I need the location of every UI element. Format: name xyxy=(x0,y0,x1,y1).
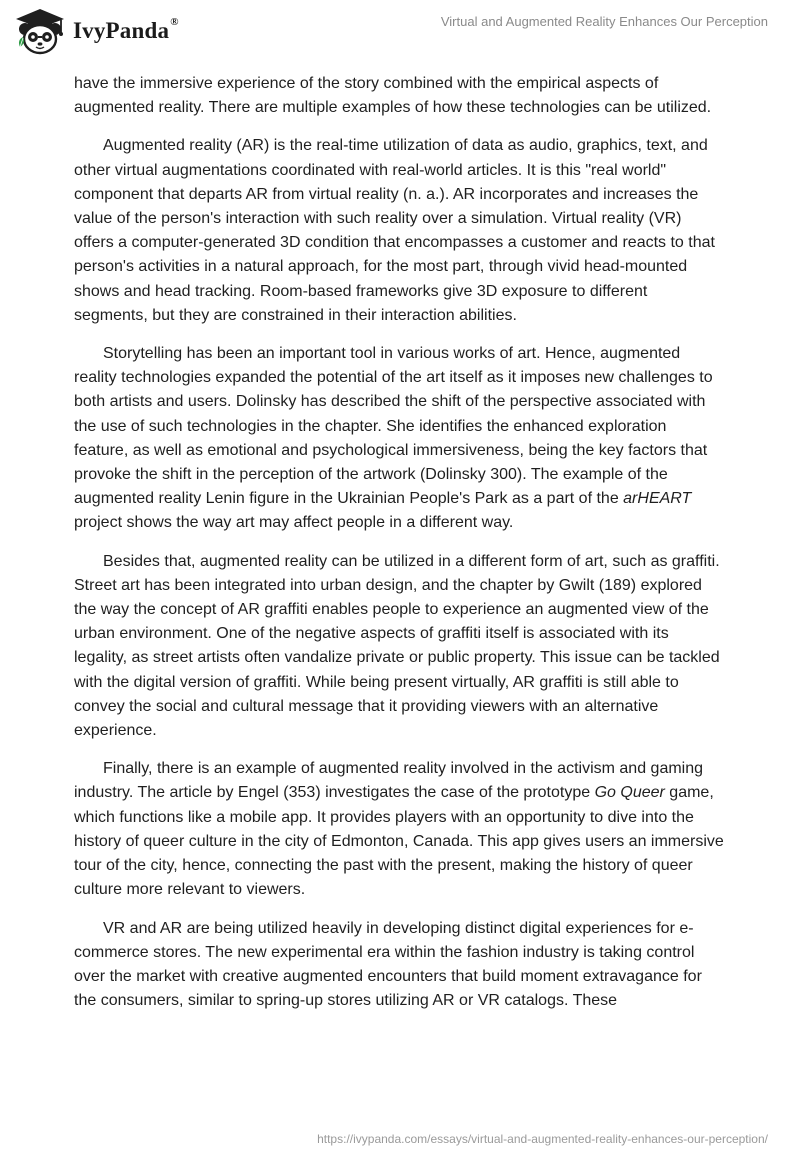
source-url-link[interactable]: https://ivypanda.com/essays/virtual-and-augmented-reality-enhances-our-perception/ xyxy=(317,1132,768,1146)
brand-logo[interactable] xyxy=(14,7,179,55)
brand-name: IvyPanda® xyxy=(73,16,179,43)
panda-graduate-icon xyxy=(14,7,66,55)
document-title: Virtual and Augmented Reality Enhances Our Perception xyxy=(440,14,768,29)
registered-mark: ® xyxy=(170,16,179,28)
paragraph-graffiti: Besides that, augmented reality can be utilized in a different form of art, such as graffiti. Street art has been integrated into urban design, and the chapter by Gwilt (189) explored the way the concept of AR graffiti enables people to experience an augmented view of the urban environment. One of the negative aspects of graffiti itself is associated with its legality, as street artists often vandalize private or public property. This issue can be tackled with the digital version of graffiti. While being present virtually, AR graffiti is still able to convey the social and cultural message that it providing viewers with an alternative experience. xyxy=(74,552,720,740)
page-header xyxy=(0,0,800,60)
paragraph-storytelling: Storytelling has been an important tool in various works of art. Hence, augmented reality technologies expanded the potential of the art itself as it imposes new challenges to both artists and users. Dolinsky has described the shift of the perspective associated with the use of such technologies in the chapter. She identifies the enhanced exploration feature, as well as emotional and psychological immersiveness, being the key factors that provoke the shift in the perception of the artwork (Dolinsky 300). The example of the augmented reality Lenin figure in the Ukrainian People's Park as a part of the arHEART project shows the way art may affect people in a different way. xyxy=(74,345,713,532)
essay-body xyxy=(74,72,724,1027)
paragraph-activism-gaming: Finally, there is an example of augmented reality involved in the activism and gaming industry. The article by Engel (353) investigates the case of the prototype Go Queer game, which functions like a mobile app. It provides players with an opportunity to dive into the history of queer culture in the city of Edmonton, Canada. This app gives users an immersive tour of the city, hence, connecting the past with the present, making the history of queer culture more relevant to viewers. xyxy=(74,760,724,899)
italic-project-name: arHEART xyxy=(623,490,692,508)
paragraph-ar-definition: Augmented reality (AR) is the real-time utilization of data as audio, graphics, text, and other virtual augmentations coordinated with real-world articles. It is this "real world" component that departs AR from virtual reality (n. a.). AR incorporates and increases the value of the person's interaction with such reality over a simulation. Virtual reality (VR) offers a computer-generated 3D condition that encompasses a customer and reacts to that person's activities in a natural approach, for the most part, through vivid head-mounted shows and head tracking. Room-based frameworks give 3D exposure to different segments, but they are constrained in their interaction abilities. xyxy=(74,137,715,324)
italic-game-name: Go Queer xyxy=(594,784,665,802)
paragraph-continuation: have the immersive experience of the story combined with the empirical aspects of augmented reality. There are multiple examples of how these technologies can be utilized. xyxy=(74,75,712,117)
paragraph-ecommerce: VR and AR are being utilized heavily in developing distinct digital experiences for e-commerce stores. The new experimental era within the fashion industry is taking control over the market with creative augmented encounters that build moment extravagance for the consumers, similar to spring-up stores utilizing AR or VR catalogs. These xyxy=(74,919,702,1010)
